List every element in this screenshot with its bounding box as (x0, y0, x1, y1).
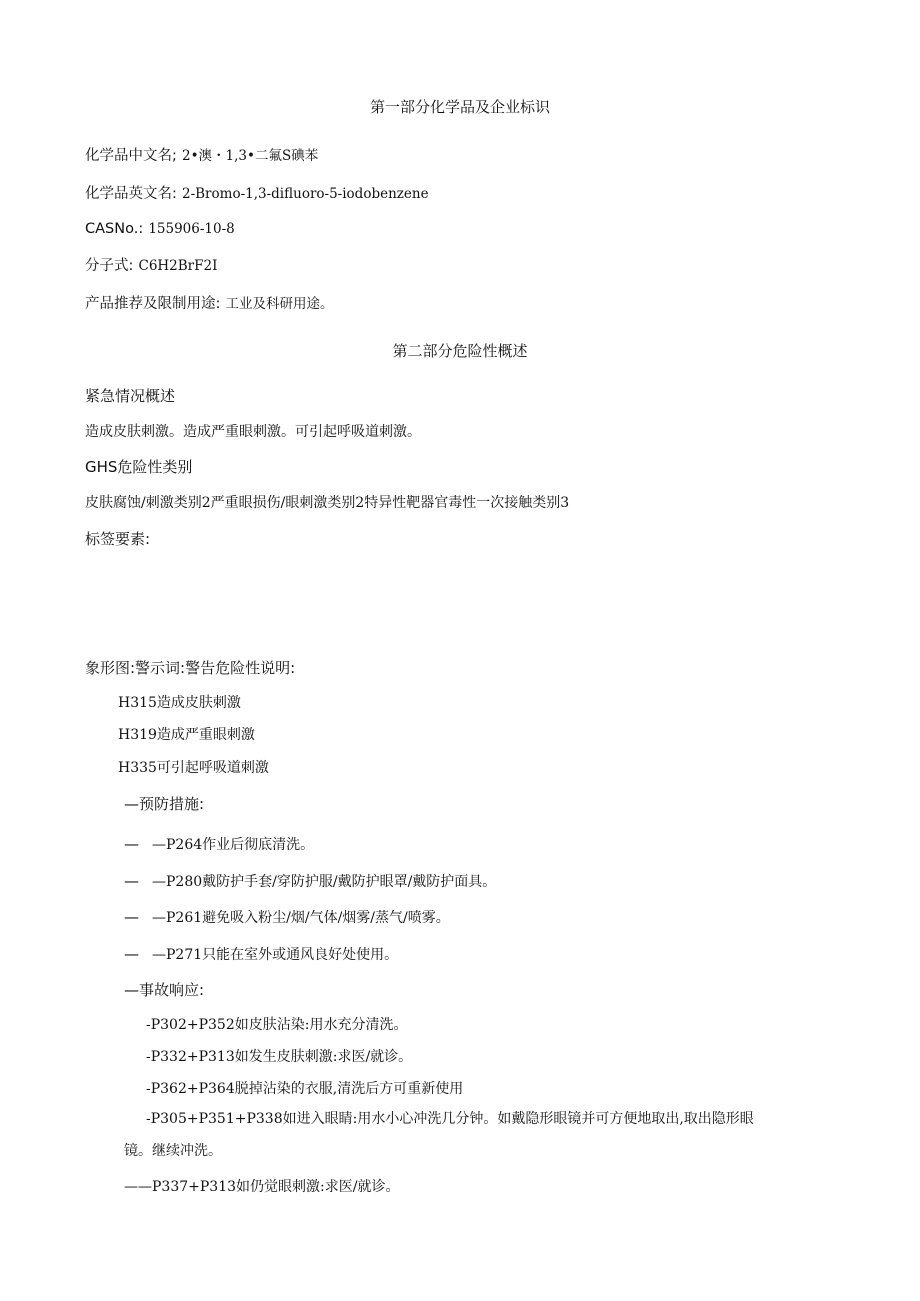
response-item: -P332+P313如发生皮肤刺激:求医/就诊。 (146, 1049, 413, 1065)
english-name-row (85, 185, 429, 202)
section-2-title: 第二部分危险性概述 (392, 342, 528, 360)
emergency-text: 造成皮肤刺激。造成严重眼刺激。可引起呼吸道刺激。 (85, 424, 421, 440)
prevention-item-dash: — (124, 835, 139, 853)
response-item: -P362+P364脱掉沾染的衣服,清洗后方可重新使用 (146, 1081, 464, 1097)
prevention-item (124, 909, 450, 925)
prevention-item (124, 946, 398, 962)
prevention-item (124, 836, 314, 852)
emergency-heading: 紧急情况概述 (85, 387, 176, 405)
hazard-statement: H335可引起呼吸道刺激 (118, 760, 269, 776)
hazard-statement: H319造成严重眼刺激 (118, 727, 255, 743)
ghs-text: 皮肤腐蚀/刺激类别2严重眼损伤/眼刺激类别2特异性靶器官毒性一次接触类别3 (85, 495, 570, 511)
prevention-item-text: —P264作业后彻底清洗。 (152, 837, 315, 853)
prevention-item-dash: — (124, 908, 139, 926)
chinese-name-row (85, 147, 318, 164)
prevention-item-dash: — (124, 872, 139, 890)
english-name-value: 2-Bromo-1,3-difluoro-5-iodobenzene (181, 186, 429, 202)
response-item: -P305+P351+P338如进入眼睛:用水小心冲洗几分钟。如戴隐形眼镜并可方便地取出,取出隐形眼 (146, 1111, 754, 1127)
prevention-item-text: —P261避免吸入粉尘/烟/气体/烟雾/蒸气/喷雾。 (152, 910, 450, 926)
pictogram-signal-hazard-line: 象形图:警示词:警告危险性说明: (85, 659, 296, 677)
response-item-continued: 镜。继续冲洗。 (124, 1143, 222, 1159)
ghs-heading: GHS危险性类别 (85, 458, 193, 476)
formula-row (85, 257, 217, 274)
usage-value: 工业及科研用途。 (225, 296, 334, 312)
hazard-statement: H315造成皮肤刺激 (118, 695, 241, 711)
english-name-label: 化学品英文名: (85, 186, 177, 202)
chinese-name-label: 化学品中文名; (85, 148, 177, 164)
response-item-last: ——P337+P313如仍觉眼刺激:求医/就诊。 (124, 1179, 400, 1195)
response-item: -P302+P352如皮肤沾染:用水充分清洗。 (146, 1017, 408, 1033)
usage-label: 产品推荐及限制用途: (85, 296, 221, 312)
label-elements-heading: 标签要素: (85, 530, 151, 548)
prevention-heading: —预防措施: (124, 795, 205, 813)
formula-label: 分子式: (85, 258, 134, 274)
response-heading: —事故响应: (124, 981, 205, 999)
section-1-title: 第一部分化学品及企业标识 (369, 98, 550, 116)
cas-row (85, 220, 235, 237)
formula-value: C6H2BrF2I (138, 258, 218, 274)
prevention-item-text: —P280戴防护手套/穿防护服/戴防护眼罩/戴防护面具。 (152, 874, 497, 890)
usage-row (85, 295, 333, 312)
prevention-item-dash: — (124, 945, 139, 963)
prevention-item (124, 873, 496, 889)
cas-label: CASNo.: (85, 221, 144, 237)
chinese-name-value: 2•澳・1,3•二氟S碘苯 (181, 148, 319, 164)
cas-value: 155906-10-8 (148, 221, 235, 237)
prevention-item-text: —P271只能在室外或通风良好处使用。 (152, 947, 399, 963)
